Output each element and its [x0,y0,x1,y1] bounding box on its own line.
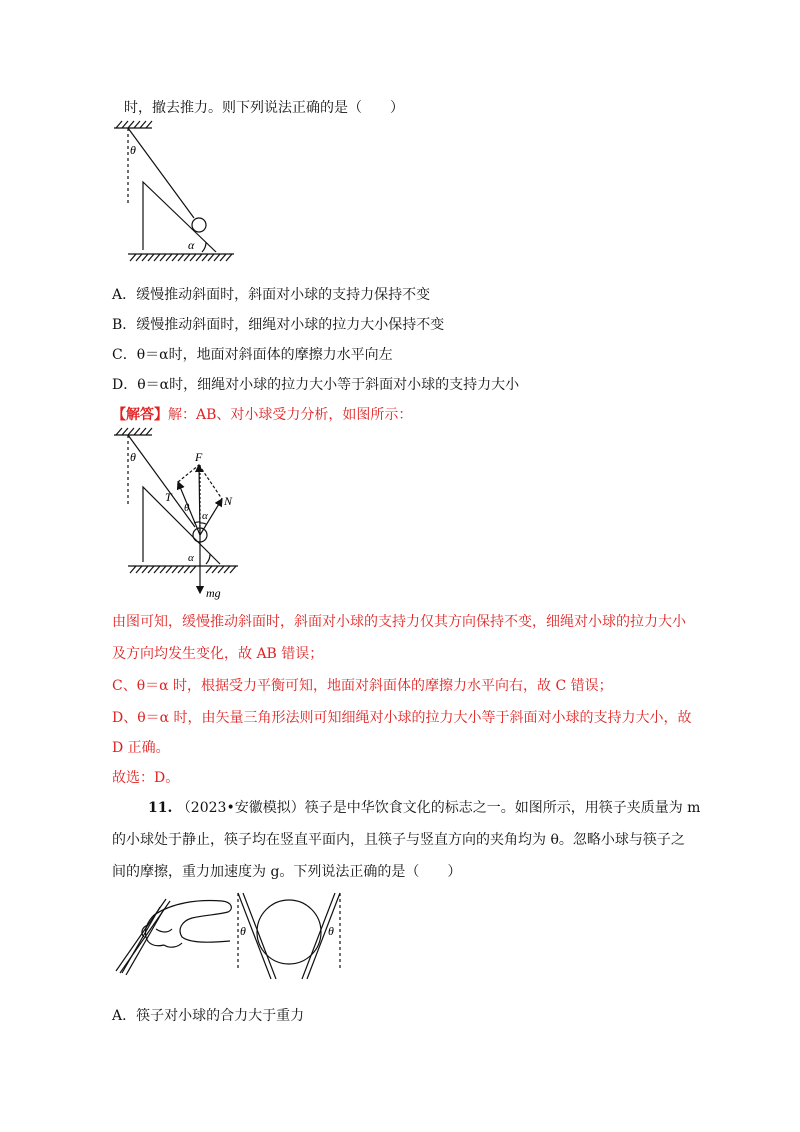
chopstick-right-a [307,893,340,979]
label-alpha-ball: α [202,510,208,522]
answer-heading [112,405,412,425]
answer-label: 【解答】 [112,407,168,423]
incline [143,182,216,252]
answer-figure [110,425,260,605]
ceiling-hatch [116,121,152,128]
answer-head-text: 解：AB、对小球受力分析，如图所示： [168,407,413,423]
label-theta: θ [184,502,190,514]
answer-line-6: 故选：D。 [112,770,180,786]
label-theta-right: θ [328,924,334,938]
q11-stem-line-1 [148,798,700,818]
q11-stem-first: （2023•安徽模拟）筷子是中华饮食文化的标志之一。如图所示，用筷子夹质量为 m [176,800,701,816]
label-theta-top: θ [130,450,136,464]
label-alpha-base: α [188,552,194,564]
answer-line-2: 及方向均发生变化，故 AB 错误； [112,646,324,662]
q11-figure [112,885,352,985]
ball [192,218,206,232]
q11-number: 11. [148,800,173,816]
label-T: T [165,490,172,504]
ground-hatch [130,254,232,261]
force-F [199,465,200,535]
label-alpha: α [188,238,195,252]
label-F: F [195,450,203,464]
answer-line-1: 由图可知，缓慢推动斜面时，斜面对小球的支持力仅其方向保持不变，细绳对小球的拉力大小 [112,614,686,630]
q11-stem-line-2: 的小球处于静止，筷子均在竖直平面内，且筷子与竖直方向的夹角均为 θ。忽略小球与筷子之 [112,832,685,848]
q11-stem-line-3: 间的摩擦，重力加速度为 g。下列说法正确的是（ ） [112,864,462,880]
q10-option-b: B．缓慢推动斜面时，细绳对小球的拉力大小保持不变 [112,317,445,333]
alpha-arc [202,242,206,252]
answer-line-5: D 正确。 [112,740,170,756]
chopstick-2a [122,907,160,973]
string [128,128,194,218]
answer-line-4: D、θ＝α 时，由矢量三角形法则可知细绳对小球的拉力大小等于斜面对小球的支持力大小，故 [112,710,692,726]
label-mg: mg [206,586,221,600]
q10-option-c: C．θ＝α时，地面对斜面体的摩擦力水平向左 [112,347,393,363]
label-theta-left: θ [240,924,246,938]
q11-option-a: A．筷子对小球的合力大于重力 [112,1008,305,1024]
chopstick-2b [126,909,164,975]
q10-option-d: D．θ＝α时，细绳对小球的拉力大小等于斜面对小球的支持力大小 [112,377,520,393]
label-N: N [224,494,233,508]
q10-option-a: A．缓慢推动斜面时，斜面对小球的支持力保持不变 [112,287,431,303]
label-theta: θ [130,143,136,157]
q10-figure [110,118,260,268]
q10-stem-tail: 时，撤去推力。则下列说法正确的是（ ） [124,100,404,116]
answer-line-3: C、θ＝α 时，根据受力平衡可知，地面对斜面体的摩擦力水平向右，故 C 错误； [112,678,613,694]
